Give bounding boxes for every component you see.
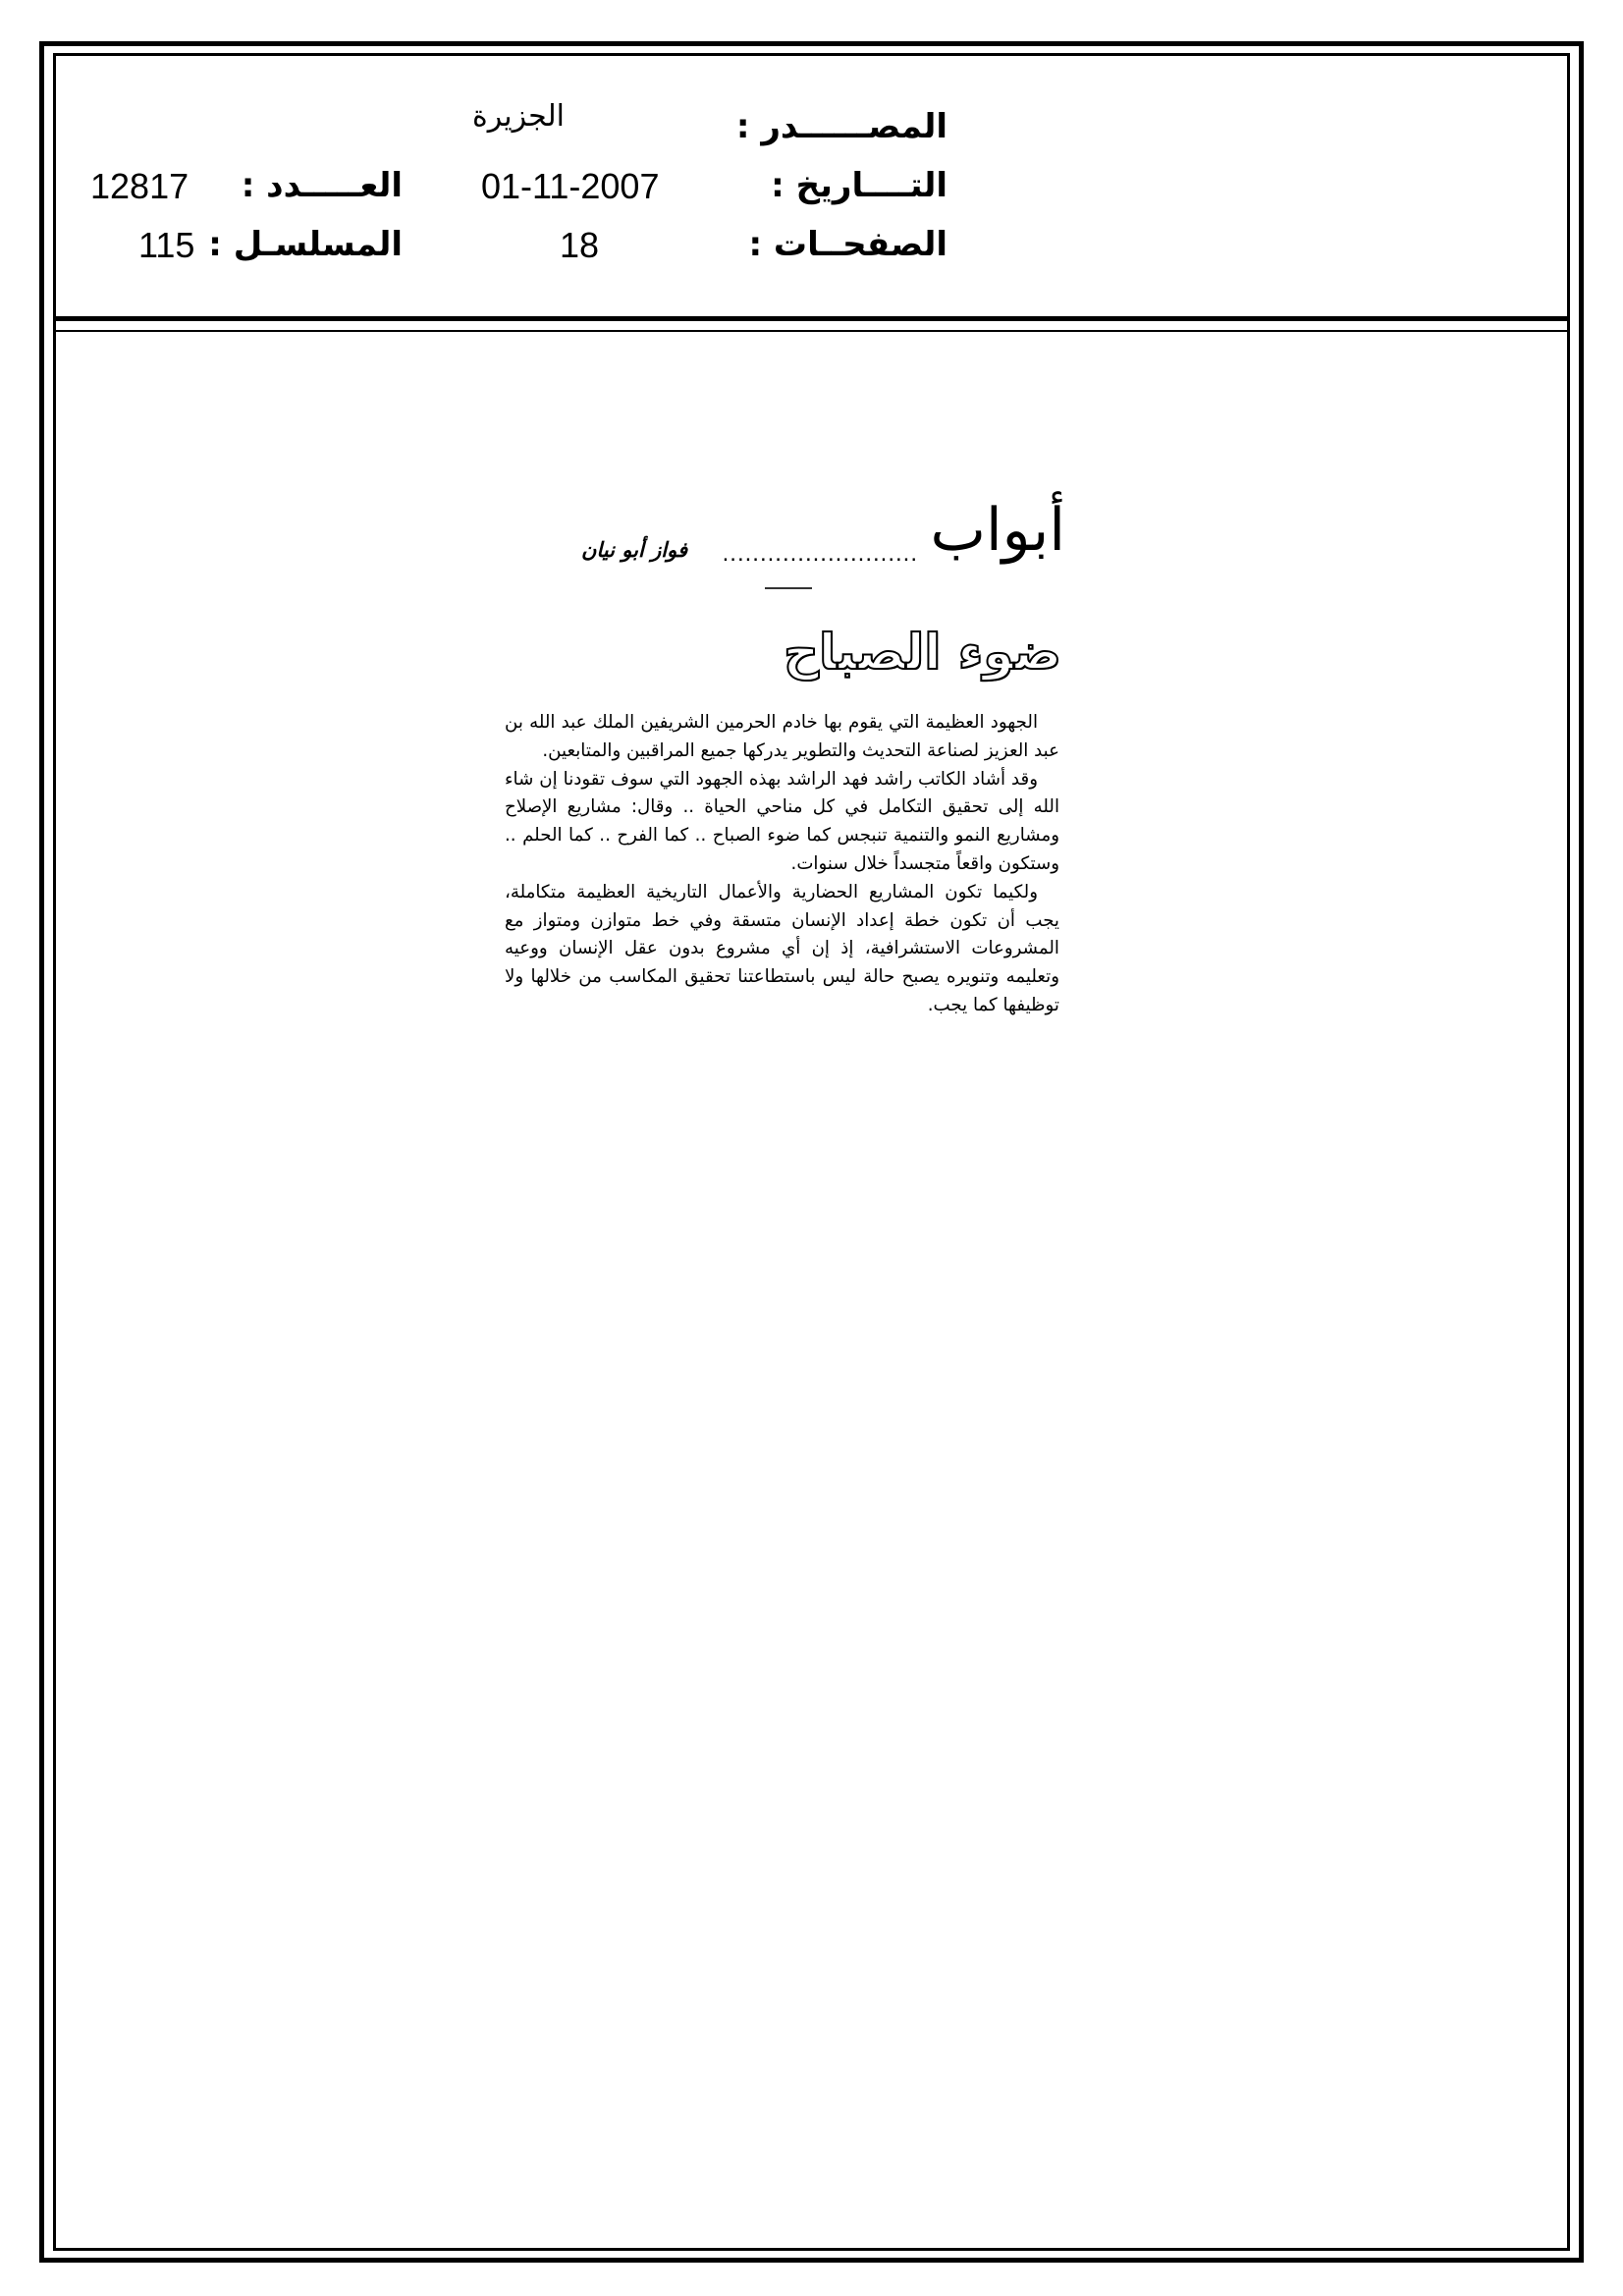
date-value: 01-11-2007 (481, 166, 660, 206)
column-title: أبواب (930, 496, 1065, 565)
serial-value: 115 (138, 225, 195, 265)
article-paragraph: الجهود العظيمة التي يقوم بها خادم الحرمين الشريفين الملك عبد الله بن عبد العزيز لصناعة التحديث والتطوير يدركها جميع المراقبين والمتابعين. (505, 712, 1059, 761)
pages-value: 18 (560, 225, 600, 265)
page-border-inner (53, 53, 1570, 2251)
source-value: الجزيرة (471, 99, 565, 134)
issue-value: 12817 (90, 166, 189, 206)
article-paragraph: ولكيما تكون المشاريع الحضارية والأعمال التاريخية العظيمة متكاملة، يجب أن تكون خطة إعداد الإنسان متسقة وفي خط متوازن ومتواز مع المشروعات الاستشرافية، إذ إن أي مشروع بدون عقل الإنسان ووعيه وتعليمه وتنويره يصبح حالة ليس باستطاعتنا تحقيق المكاسب من خلالها ولا توظيفها كما يجب. (505, 881, 1059, 1015)
date-label: التــــاريخ : (771, 166, 947, 205)
serial-label: المسلسـل : (208, 225, 403, 264)
source-label: المصــــــدر : (735, 107, 947, 146)
issue-label: العـــــدد : (241, 166, 403, 205)
pages-label: الصفحــات : (748, 225, 947, 264)
author-name: فواز أبو نيان (580, 538, 687, 562)
article-headline: ضوء الصباح (783, 624, 1061, 681)
article-paragraph: وقد أشاد الكاتب راشد فهد الراشد بهذه الجهود التي سوف تقودنا إن شاء الله إلى تحقيق التكامل في كل مناحي الحياة .. وقال: مشاريع الإصلاح ومشاريع النمو والتنمية تنبجس كما ضوء الصباح .. كما الفرح .. كما الحلم .. وستكون واقعاً متجسداً خلال سنوات. (505, 768, 1059, 874)
article-body (505, 709, 1059, 1020)
leader-dots: .......................... (722, 540, 918, 567)
header-divider (53, 316, 1570, 321)
header-divider-thin (53, 330, 1570, 332)
byline-rule (765, 587, 812, 589)
